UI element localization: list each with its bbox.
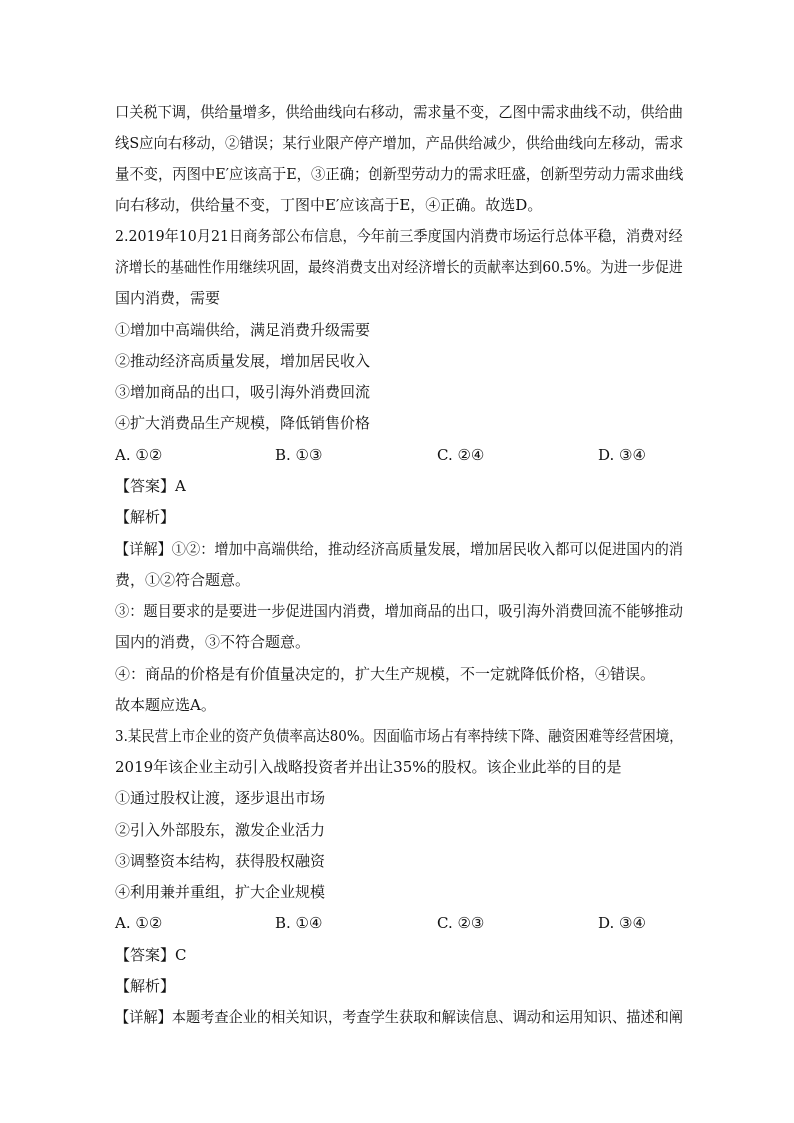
q3-stem-line-1: 3.某民营上市企业的资产负债率高达80%。因面临市场占有率持续下降、融资困难等经营困境， xyxy=(115,727,683,745)
prev-explanation-line-3: 量不变，丙图中E′应该高于E，③正确；创新型劳动力的需求旺盛，创新型劳动力需求曲线 xyxy=(115,165,684,183)
q2-detail-line-2: 费，①②符合题意。 xyxy=(115,571,251,589)
q3-stem-line-2: 2019年该企业主动引入战略投资者并出让35%的股权。该企业此举的目的是 xyxy=(115,758,622,776)
q2-item-3: ③增加商品的出口，吸引海外消费回流 xyxy=(115,383,371,401)
q3-choice-c: C. ②③ xyxy=(437,914,485,932)
q2-detail-line-1: 【详解】①②：增加中高端供给，推动经济高质量发展，增加居民收入都可以促进国内的消 xyxy=(115,540,684,558)
q3-choice-b: B. ①④ xyxy=(275,914,323,932)
q2-analysis-label: 【解析】 xyxy=(115,508,176,526)
q2-stem-line-1: 2.2019年10月21日商务部公布信息，今年前三季度国内消费市场运行总体平稳，消费对经 xyxy=(115,227,683,245)
q2-stem-line-3: 国内消费，需要 xyxy=(115,289,221,307)
q2-answer: 【答案】A xyxy=(115,477,186,495)
q3-item-3: ③调整资本结构，获得股权融资 xyxy=(115,852,326,870)
q2-item-2: ②推动经济高质量发展，增加居民收入 xyxy=(115,352,371,370)
q2-detail-line-4: 国内的消费，③不符合题意。 xyxy=(115,633,311,651)
prev-explanation-line-1: 口关税下调，供给量增多，供给曲线向右移动，需求量不变，乙图中需求曲线不动，供给曲 xyxy=(115,103,684,121)
prev-explanation-line-4: 向右移动，供给量不变，丁图中E′应该高于E，④正确。故选D。 xyxy=(115,196,543,214)
q3-answer: 【答案】C xyxy=(115,946,187,964)
prev-explanation-line-2: 线S应向右移动，②错误；某行业限产停产增加，产品供给减少，供给曲线向左移动，需求 xyxy=(115,134,684,152)
q2-detail-line-5: ④：商品的价格是有价值量决定的，扩大生产规模，不一定就降低价格，④错误。 xyxy=(115,665,656,683)
q2-detail-line-3: ③：题目要求的是要进一步促进国内消费，增加商品的出口，吸引海外消费回流不能够推动 xyxy=(115,602,684,620)
q3-choice-d: D. ③④ xyxy=(598,914,646,932)
q2-choice-c: C. ②④ xyxy=(437,446,485,464)
q2-detail-line-6: 故本题应选A。 xyxy=(115,696,216,714)
q2-stem-line-2: 济增长的基础性作用继续巩固，最终消费支出对经济增长的贡献率达到60.5%。为进一步促进 xyxy=(115,258,683,276)
q3-detail-line-1: 【详解】本题考查企业的相关知识，考查学生获取和解读信息、调动和运用知识、描述和阐 xyxy=(115,1008,684,1026)
q3-analysis-label: 【解析】 xyxy=(115,977,176,995)
q3-item-4: ④利用兼并重组，扩大企业规模 xyxy=(115,883,326,901)
q3-item-1: ①通过股权让渡，逐步退出市场 xyxy=(115,789,326,807)
q2-choice-b: B. ①③ xyxy=(275,446,323,464)
q2-choice-d: D. ③④ xyxy=(598,446,646,464)
q3-choice-a: A. ①② xyxy=(115,914,163,932)
q3-item-2: ②引入外部股东，激发企业活力 xyxy=(115,821,326,839)
q2-choice-a: A. ①② xyxy=(115,446,163,464)
q2-item-1: ①增加中高端供给，满足消费升级需要 xyxy=(115,321,371,339)
q2-item-4: ④扩大消费品生产规模，降低销售价格 xyxy=(115,414,371,432)
